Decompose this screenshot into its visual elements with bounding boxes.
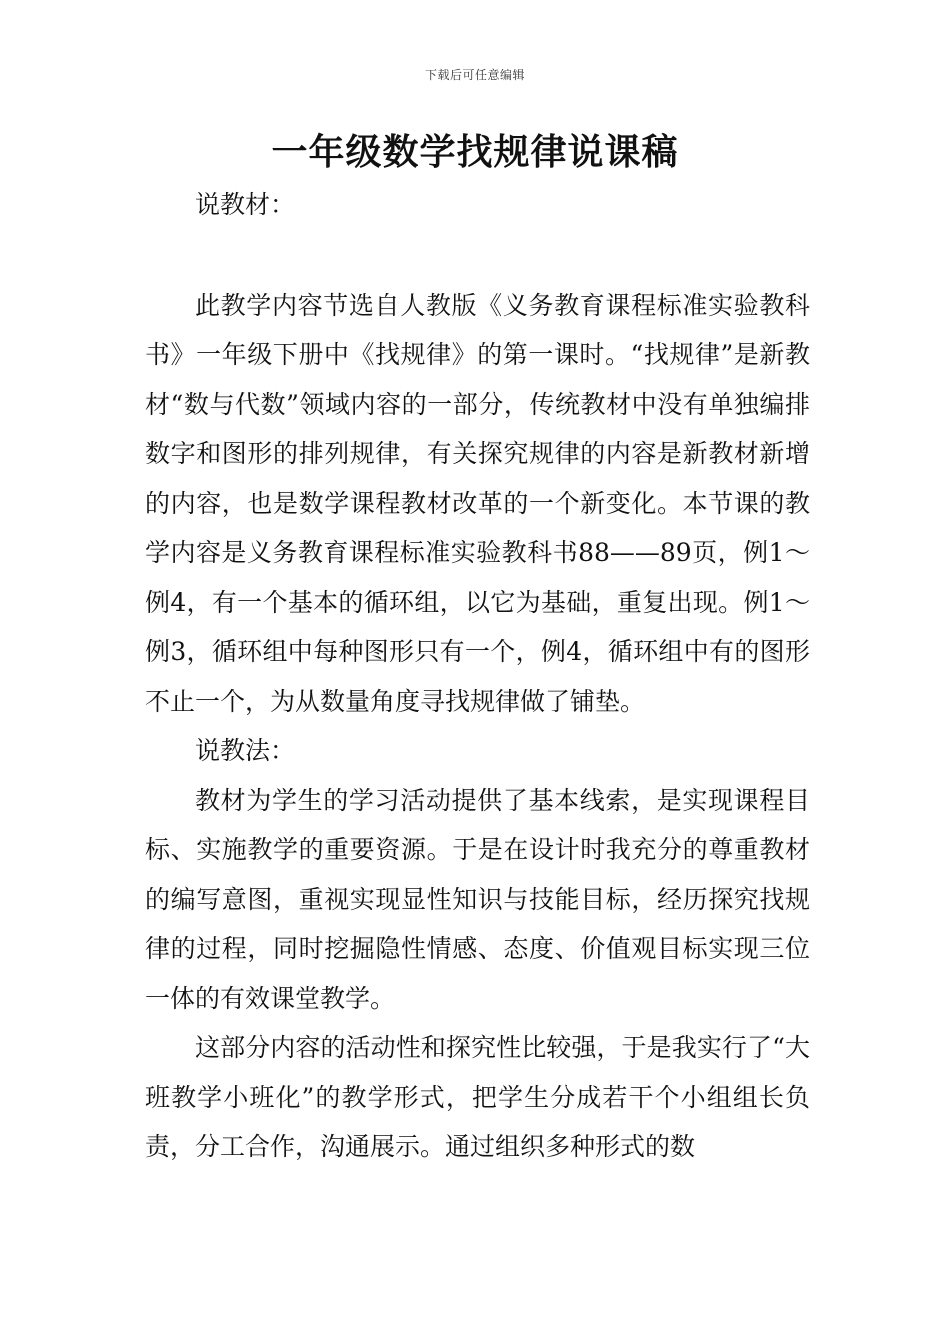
- header-note: 下载后可任意编辑: [424, 68, 525, 82]
- section-heading-teaching-method: 说教法：: [195, 736, 296, 765]
- section-heading-textbook: 说教材：: [195, 190, 296, 219]
- paragraph-teaching-method-2: 这部分内容的活动性和探究性比较强，于是我实行了“大班教学小班化”的教学形式，把学生分成若干个小组组长负责，分工合作，沟通展示。通过组织多种形式的数: [145, 1033, 810, 1161]
- paragraph-teaching-method-1: 教材为学生的学习活动提供了基本线索，是实现课程目标、实施教学的重要资源。于是在设计时我充分的尊重教材的编写意图，重视实现显性知识与技能目标，经历探究找规律的过程，同时挖掘隐性情感、态度、价值观目标实现三位一体的有效课堂教学。: [145, 785, 810, 1013]
- document-body: [145, 180, 810, 1172]
- document-title: 一年级数学找规律说课稿: [271, 132, 679, 173]
- blank-line: [145, 230, 810, 281]
- paragraph-textbook-intro: 此教学内容节选自人教版《义务教育课程标准实验教科书》一年级下册中《找规律》的第一课时。“找规律”是新教材“数与代数”领域内容的一部分，传统教材中没有单独编排数字和图形的排列规律，有关探究规律的内容是新教材新增的内容，也是数学课程教材改革的一个新变化。本节课的教学内容是义务教育课程标准实验教科书88——89页，例1～例4，有一个基本的循环组，以它为基础，重复出现。例1～例3，循环组中每种图形只有一个，例4，循环组中有的图形不止一个，为从数量角度寻找规律做了铺垫。: [145, 290, 810, 716]
